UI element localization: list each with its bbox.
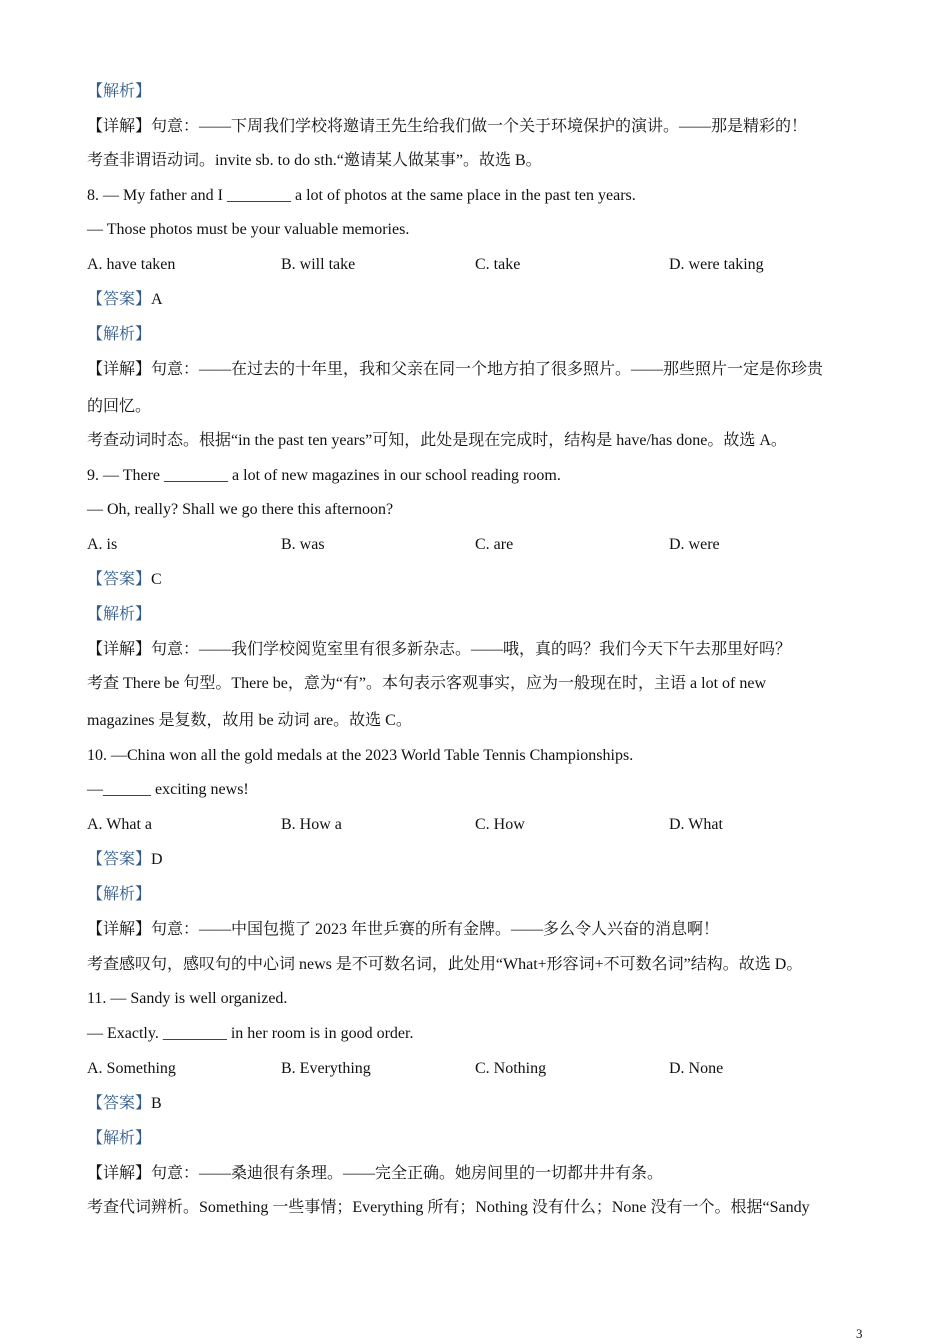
question-8-option-d: D. were taking [669,256,764,273]
question-11-reply: — Exactly. ________ in her room is in good order. [87,1025,414,1042]
question-10-reply: —______ exciting news! [87,781,249,798]
question-10-option-d: D. What [669,816,723,833]
question-11-analysis-heading: 【解析】 [87,1130,152,1147]
question-8-reply: — Those photos must be your valuable memories. [87,221,410,238]
question-11-option-a: A. Something [87,1060,176,1077]
question-10-detail: 【详解】句意：——中国包揽了 2023 年世乒赛的所有金牌。——多么令人兴奋的消息啊！ [87,921,720,938]
question-10-option-c: C. How [475,816,525,833]
question-8-note: 考查动词时态。根据“in the past ten years”可知，此处是现在完成时，结构是 have/has done。故选 A。 [87,432,787,449]
question-9-stem: 9. — There ________ a lot of new magazines in our school reading room. [87,467,561,484]
question-11-option-c: C. Nothing [475,1060,547,1077]
question-10-note: 考查感叹句，感叹句的中心词 news 是不可数名词，此处用“What+形容词+不可数名词”结构。故选 D。 [87,956,803,973]
question-9-note: 考查 There be 句型。There be，意为“有”。本句表示客观事实，应为一般现在时，主语 a lot of new [87,675,766,692]
question-10-option-b: B. How a [281,816,342,833]
question-10-answer: 【答案】D [87,851,163,868]
question-10-option-a: A. What a [87,816,153,833]
question-8-option-c: C. take [475,256,521,273]
question-9-option-b: B. was [281,536,325,553]
question-11-detail: 【详解】句意：——桑迪很有条理。——完全正确。她房间里的一切都井井有条。 [87,1165,664,1182]
detail-line: 【详解】句意：——下周我们学校将邀请王先生给我们做一个关于环境保护的演讲。——那是精彩的！ [87,118,808,135]
question-8-option-a: A. have taken [87,256,176,273]
question-9-analysis-heading: 【解析】 [87,606,152,623]
question-9-reply: — Oh, really? Shall we go there this afternoon? [87,501,394,518]
question-8-analysis-heading: 【解析】 [87,326,152,343]
question-11-note: 考查代词辨析。Something 一些事情；Everything 所有；Nothing 没有什么；None 没有一个。根据“Sandy [87,1199,810,1216]
analysis-heading: 【解析】 [87,83,152,100]
question-11-answer: 【答案】B [87,1095,162,1112]
question-8-detail-cont: 的回忆。 [87,398,152,415]
question-9-option-a: A. is [87,536,118,553]
note-line: 考查非谓语动词。invite sb. to do sth.“邀请某人做某事”。故选 B。 [87,152,542,169]
question-10-analysis-heading: 【解析】 [87,886,152,903]
question-8-answer: 【答案】A [87,291,163,308]
question-9-detail: 【详解】句意：——我们学校阅览室里有很多新杂志。——哦，真的吗？我们今天下午去那里好吗？ [87,641,792,658]
question-9-note-cont: magazines 是复数，故用 be 动词 are。故选 C。 [87,712,412,729]
question-9-option-d: D. were [669,536,720,553]
page-number: 3 [856,1326,863,1341]
question-11-option-b: B. Everything [281,1060,371,1077]
question-11-stem: 11. — Sandy is well organized. [87,990,288,1007]
question-8-option-b: B. will take [281,256,356,273]
question-11-option-d: D. None [669,1060,724,1077]
question-8-stem: 8. — My father and I ________ a lot of photos at the same place in the past ten years. [87,187,636,204]
question-9-answer: 【答案】C [87,571,162,588]
question-9-option-c: C. are [475,536,514,553]
question-8-detail: 【详解】句意：——在过去的十年里，我和父亲在同一个地方拍了很多照片。——那些照片一定是你珍贵 [87,361,824,378]
question-10-stem: 10. —China won all the gold medals at the 2023 World Table Tennis Championships. [87,747,634,764]
